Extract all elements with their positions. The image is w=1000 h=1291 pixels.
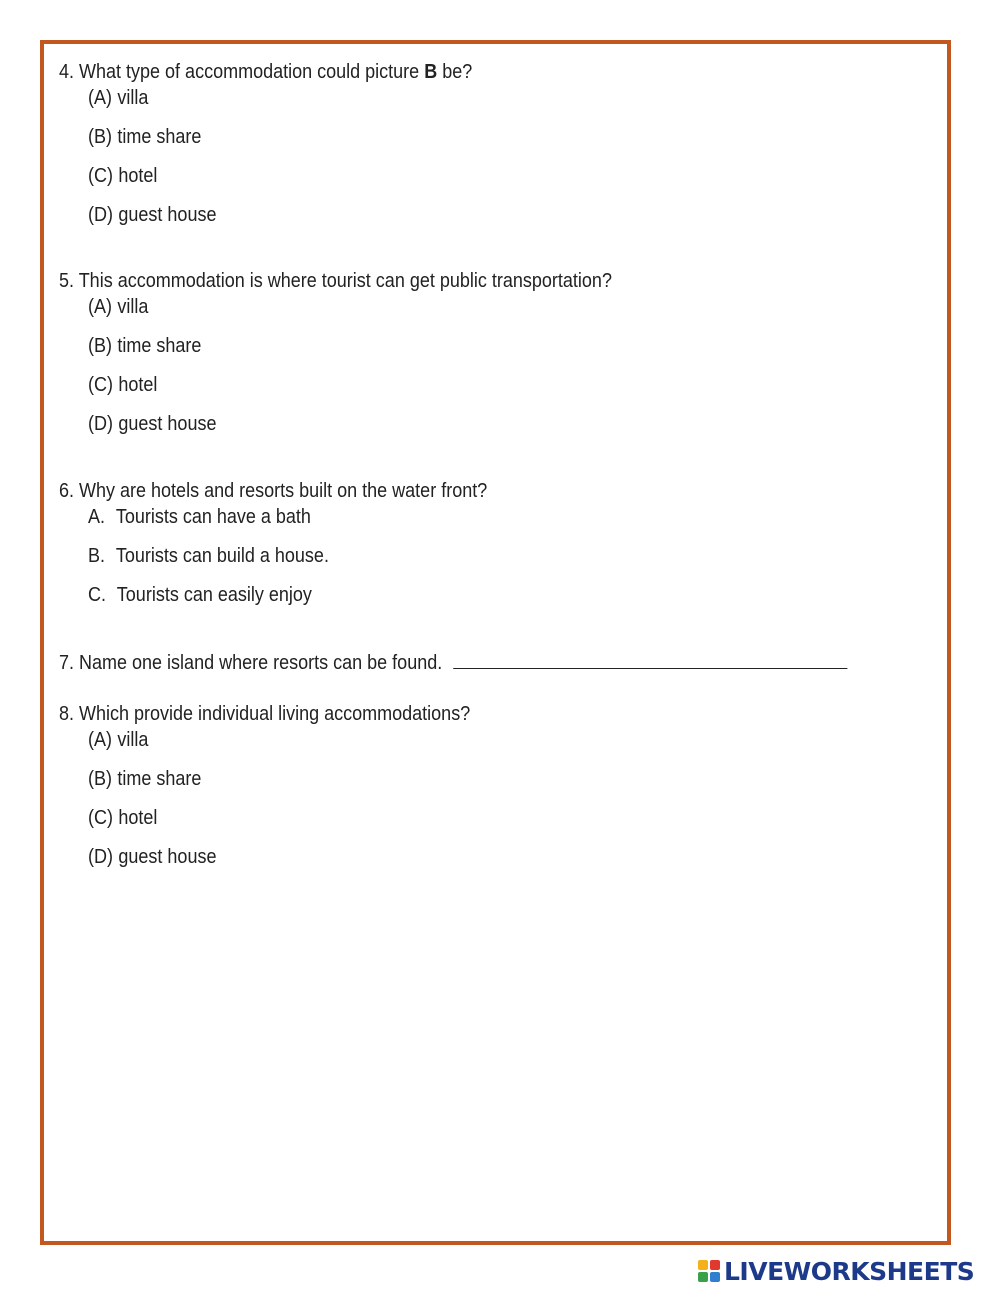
q4-option-c[interactable]: (C) hotel <box>88 165 158 187</box>
q4-option-b[interactable]: (B) time share <box>88 126 202 148</box>
q4-option-a[interactable]: (A) villa <box>88 87 149 109</box>
logo-mark-tile-v <box>698 1272 708 1282</box>
q4-option-d[interactable]: (D) guest house <box>88 204 217 226</box>
logo-mark-tile-e <box>710 1272 720 1282</box>
bold-letter-b: B <box>424 61 438 83</box>
logo-mark-tile-i <box>710 1260 720 1270</box>
q5-option-d[interactable]: (D) guest house <box>88 413 217 435</box>
question-6: 6. Why are hotels and resorts built on the water front? <box>59 480 488 502</box>
liveworksheets-logo-icon <box>698 1260 720 1282</box>
question-8: 8. Which provide individual living accommodations? <box>59 703 471 725</box>
q5-option-a[interactable]: (A) villa <box>88 296 149 318</box>
q6-option-c[interactable]: C. Tourists can easily enjoy <box>88 584 312 606</box>
q8-option-a[interactable]: (A) villa <box>88 729 149 751</box>
logo-wordmark: LIVEWORKSHEETS <box>724 1256 975 1286</box>
question-5: 5. This accommodation is where tourist can get public transportation? <box>59 270 612 292</box>
q8-option-b[interactable]: (B) time share <box>88 768 202 790</box>
q8-option-d[interactable]: (D) guest house <box>88 846 217 868</box>
q6-option-b[interactable]: B. Tourists can build a house. <box>88 545 329 567</box>
q8-option-c[interactable]: (C) hotel <box>88 807 158 829</box>
question-7: 7. Name one island where resorts can be found. <box>59 648 847 675</box>
q6-option-a[interactable]: A. Tourists can have a bath <box>88 506 311 528</box>
answer-blank-input[interactable] <box>453 648 847 669</box>
q5-option-c[interactable]: (C) hotel <box>88 374 158 396</box>
question-4: 4. What type of accommodation could picture B be? <box>59 61 473 83</box>
liveworksheets-logo <box>698 1255 974 1287</box>
q5-option-b[interactable]: (B) time share <box>88 335 202 357</box>
logo-mark-tile-l <box>698 1260 708 1270</box>
